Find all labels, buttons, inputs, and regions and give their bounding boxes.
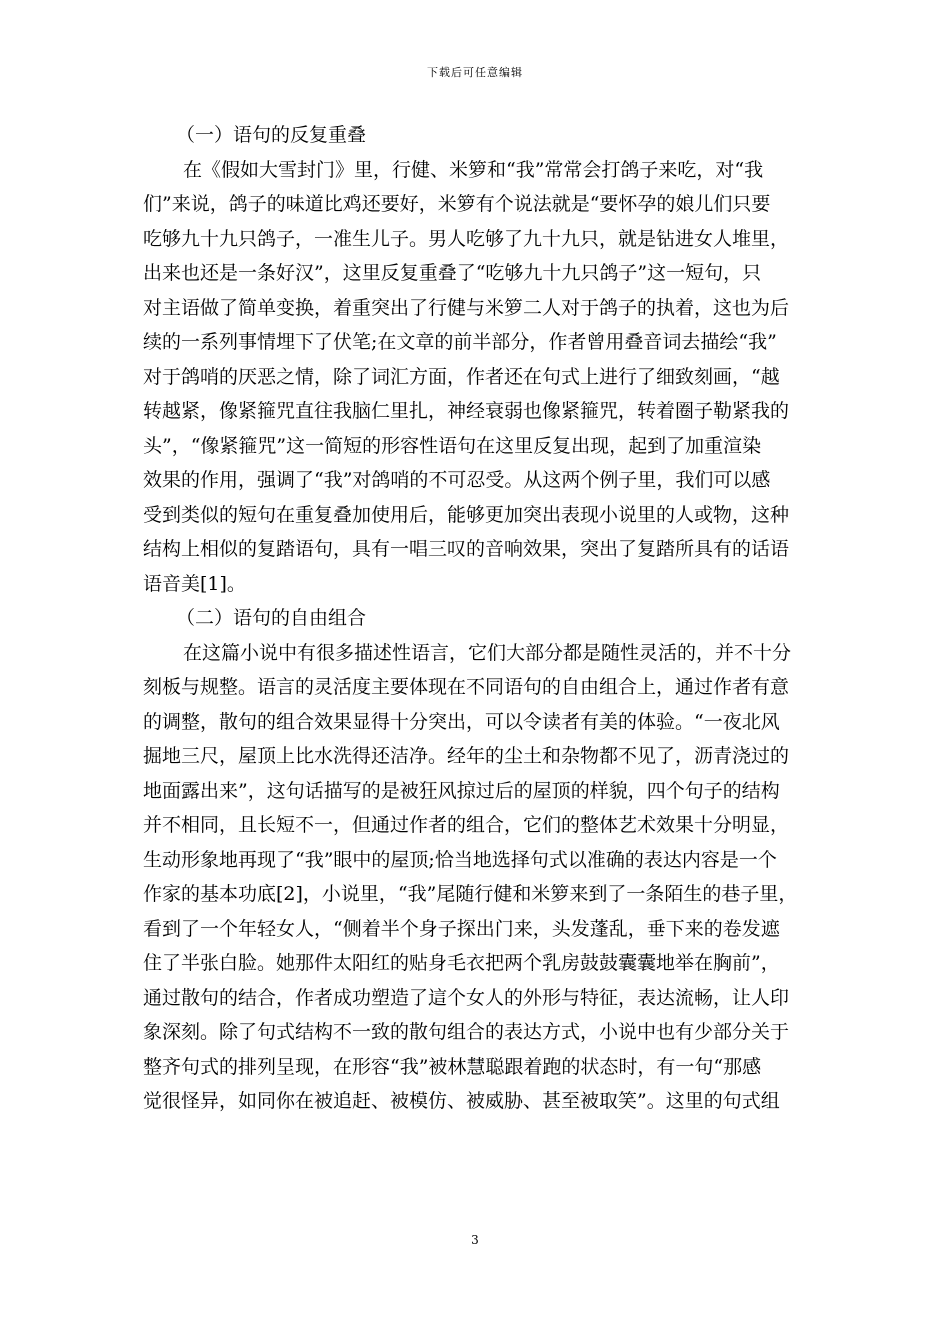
page-number: 3 [471, 1233, 479, 1247]
section-heading-1: （一）语句的反复重叠 [176, 124, 367, 146]
paragraph-line: 生动形象地再现了“我”眼中的屋顶;恰当地选择句式以准确的表达内容是一个 [143, 848, 777, 871]
paragraph-line: 们”来说，鸽子的味道比鸡还要好，米箩有个说法就是“要怀孕的娘儿们只要 [143, 193, 771, 215]
paragraph-line: 作家的基本功底[2]，小说里，“我”尾随行健和米箩来到了一条陌生的巷子里， [143, 883, 798, 905]
paragraph-line: 吃够九十九只鸽子，一准生儿子。男人吃够了九十九只，就是钻进女人堆里， [143, 227, 790, 250]
paragraph-line: 结构上相似的复踏语句，具有一唱三叹的音响效果，突出了复踏所具有的话语 [143, 538, 790, 560]
paragraph-line: 并不相同，且长短不一，但通过作者的组合，它们的整体艺术效果十分明显， [143, 814, 790, 836]
paragraph-line: 看到了一个年轻女人，“侧着半个身子探出门来，头发蓬乱，垂下来的卷发遮 [143, 917, 780, 940]
paragraph-line: 出来也还是一条好汉”，这里反复重叠了“吃够九十九只鸽子”这一短句，只 [143, 262, 762, 284]
paragraph-line: 在《假如大雪封门》里，行健、米箩和“我”常常会打鸽子来吃，对“我 [183, 158, 764, 181]
paragraph-line: 在这篇小说中有很多描述性语言，它们大部分都是随性灵活的，并不十分 [183, 641, 792, 664]
paragraph-line: 对主语做了简单变换，着重突出了行健与米箩二人对于鸽子的执着，这也为后 [143, 296, 790, 319]
page-header: 下载后可任意编辑 [427, 66, 523, 79]
paragraph-line: 语音美[1]。 [143, 572, 246, 595]
paragraph-line: 觉很怪异，如同你在被追赶、被模仿、被威胁、甚至被取笑”。这里的句式组 [143, 1090, 780, 1112]
paragraph-line: 象深刻。除了句式结构不一致的散句组合的表达方式，小说中也有少部分关于 [143, 1021, 790, 1043]
paragraph-line: 效果的作用，强调了“我”对鸽哨的不可忍受。从这两个例子里，我们可以感 [143, 469, 771, 491]
paragraph-line: 刻板与规整。语言的灵活度主要体现在不同语句的自由组合上，通过作者有意 [143, 676, 790, 698]
paragraph-line: 受到类似的短句在重复叠加使用后，能够更加突出表现小说里的人或物，这种 [143, 503, 790, 526]
paragraph-line: 地面露出来”，这句话描写的是被狂风掠过后的屋顶的样貌，四个句子的结构 [143, 779, 780, 802]
document-body [143, 118, 823, 1119]
paragraph-line: 整齐句式的排列呈现，在形容“我”被林慧聪跟着跑的状态时，有一句“那感 [143, 1055, 762, 1078]
paragraph-line: 续的一系列事情埋下了伏笔;在文章的前半部分，作者曾用叠音词去描绘“我” [143, 331, 777, 353]
paragraph-line: 掘地三尺，屋顶上比水洗得还洁净。经年的尘土和杂物都不见了，沥青浇过的 [143, 745, 790, 767]
paragraph-line: 对于鸽哨的厌恶之情，除了词汇方面，作者还在句式上进行了细致刻画，“越 [143, 365, 780, 388]
section-heading-2: （二）语句的自由组合 [176, 607, 367, 629]
paragraph-line: 转越紧，像紧箍咒直往我脑仁里扎，神经衰弱也像紧箍咒，转着圈子勒紧我的 [143, 400, 790, 422]
paragraph-line: 头”，“像紧箍咒”这一简短的形容性语句在这里反复出现，起到了加重渲染 [143, 434, 762, 457]
paragraph-line: 的调整，散句的组合效果显得十分突出，可以令读者有美的体验。“一夜北风 [143, 710, 780, 733]
paragraph-line: 通过散句的结合，作者成功塑造了這个女人的外形与特征，表达流畅，让人印 [143, 986, 790, 1009]
paragraph-line: 住了半张白脸。她那件太阳红的贴身毛衣把两个乳房鼓鼓囊囊地举在胸前”， [143, 952, 780, 974]
